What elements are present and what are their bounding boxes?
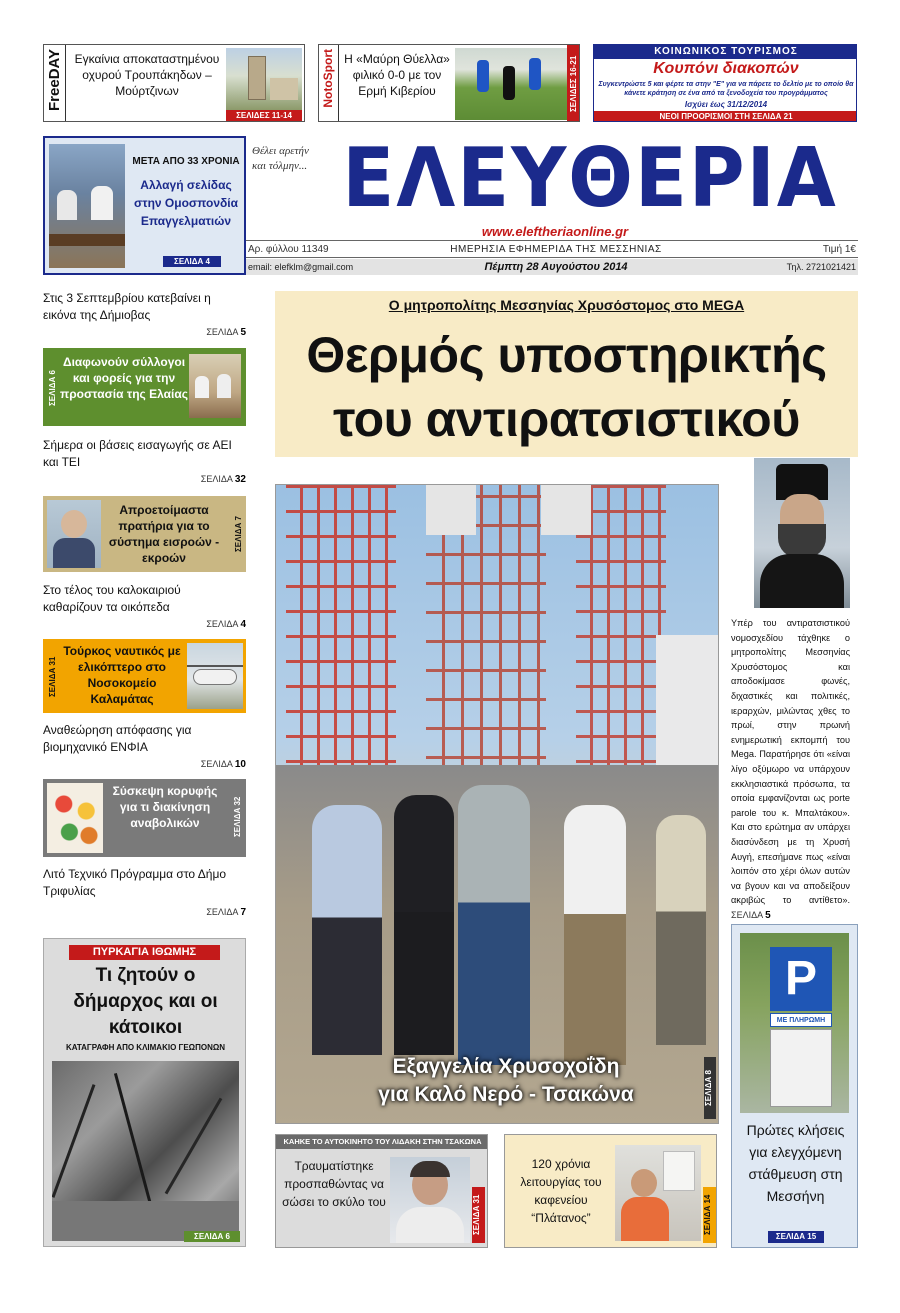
- promo-kicker: ΜΕΤΑ ΑΠΟ 33 ΧΡΟΝΙΑ: [132, 156, 240, 167]
- sidebar-card-gray[interactable]: [43, 779, 246, 857]
- lead-body: [731, 616, 850, 923]
- card-orange-page-tag: ΣΕΛΙΔΑ 31: [48, 656, 57, 698]
- metropolitan-photo: [754, 458, 850, 608]
- lead-kicker: Ο μητροπολίτης Μεσσηνίας Χρυσόστομος στο MEGA: [388, 297, 745, 313]
- card-orange-text: Τούρκος ναυτικός με ελικόπτερο στο Νοσοκομείο Καλαμάτας: [63, 644, 181, 706]
- notosport-ad[interactable]: [318, 44, 580, 122]
- phone: Τηλ. 2721021421: [786, 262, 856, 272]
- freeday-page-tag: ΣΕΛΙΔΕΣ 11-14: [226, 110, 302, 121]
- lead-headline-1: Θερμός υποστηρικτής: [306, 327, 827, 383]
- main-photo-story[interactable]: [275, 484, 719, 1124]
- issue-number: Αρ. φύλλου 11349: [248, 244, 329, 255]
- lead-headline-2: του αντιρατσιστικού: [333, 391, 800, 447]
- lead-story[interactable]: [275, 291, 858, 457]
- story-5-page: ΣΕΛΙΔΑ 7: [206, 907, 246, 918]
- card-tan-page-tag: ΣΕΛΙΔΑ 7: [234, 516, 243, 552]
- sidebar-story-2[interactable]: [43, 437, 243, 471]
- story-3-page: ΣΕΛΙΔΑ 4: [206, 619, 246, 630]
- story-1-page: ΣΕΛΙΔΑ 5: [206, 327, 246, 338]
- fire-page-tag: ΣΕΛΙΔΑ 6: [184, 1231, 240, 1242]
- fire-subtitle: ΚΑΤΑΓΡΑΦΗ ΑΠΟ ΚΛΙΜΑΚΙΟ ΓΕΩΠΟΝΩΝ: [65, 1043, 226, 1052]
- freeday-brand-label: FreeDAY: [46, 49, 63, 111]
- tower-photo: [226, 48, 302, 110]
- photo-caption-1: Εξαγγελία Χρυσοχοΐδη: [392, 1055, 620, 1078]
- b1-text: Τραυματίστηκε προσπαθώντας να σώσει το σκύλο του: [282, 1159, 386, 1209]
- fuel-official-photo: [47, 500, 101, 568]
- story-5-text: Λιτό Τεχνικό Πρόγραμμα στο Δήμο Τριφυλίας: [43, 867, 227, 898]
- masthead-title[interactable]: ΕΛΕΥΘΕΡΙΑ: [342, 131, 838, 226]
- tourism-ad[interactable]: [593, 44, 857, 122]
- bottom-story-car[interactable]: [275, 1134, 488, 1248]
- b3-text: Πρώτες κλήσεις για ελεγχόμενη στάθμευση στη Μεσσήνη: [746, 1122, 845, 1204]
- notosport-text: Η «Μαύρη Θύελλα» φιλικό 0-0 με τον Ερμή Κιβερίου: [344, 52, 450, 98]
- masthead-url[interactable]: www.eleftheriaonline.gr: [481, 224, 629, 239]
- b2-text: 120 χρόνια λειτουργίας του καφενείου “Πλάτανος”: [520, 1157, 602, 1225]
- tourism-valid: Ισχύει έως 31/12/2014: [684, 100, 768, 109]
- lead-body-text: Υπέρ του αντιρατσιστικού νομοσχεδίου τάχθηκε ο μητροπολίτης Μεσσηνίας Χρυσόστομος και αποδοκίμασε φωνές, διχαστικές και πολιτικές, ιεραρχών, μιλώντας χθες το πρωί, στην πρωινή ενημερωτική εκπομπή του Mega. Παρατήρησε ότι «είναι λίγο οξύμωρο να υπάρχουν εκκλησιαστικά πρόσωπα, τα οποία εμφανίζονται ως porte parole του κ. Μπαλτάκου». Και στο ερώτημα αν υπάρχει διασύνδεση με τη Χρυσή Αυγή, επεσήμανε πως «είναι λοιπόν στο χέρι όλων αυτών να βγουν και να αποδείξουν ακριβώς το αντίθετο».: [731, 618, 850, 906]
- photo-page-tag: ΣΕΛΙΔΑ 8: [704, 1057, 716, 1119]
- fire-kicker: ΠΥΡΚΑΓΙΑ ΙΘΩΜΗΣ: [69, 945, 220, 960]
- olive-meeting-photo: [189, 354, 241, 418]
- price: Τιμή 1€: [822, 244, 856, 255]
- card-green-text: Διαφωνούν σύλλογοι και φορείς για την προστασία της Ελαίας: [60, 355, 188, 401]
- b1-kicker: ΚΑΗΚΕ ΤΟ ΑΥΤΟΚΙΝΗΤΟ ΤΟΥ ΛΙΔΑΚΗ ΣΤΗΝ ΤΣΑΚΩΝΑ: [276, 1135, 488, 1149]
- pills-photo: [47, 783, 103, 853]
- freeday-ad[interactable]: [43, 44, 305, 122]
- story-1-text: Στις 3 Σεπτεμβρίου κατεβαίνει η εικόνα της Δήμιοβας: [43, 291, 211, 322]
- photo-caption-2: για Καλό Νερό - Τσακώνα: [378, 1083, 634, 1106]
- bottom-story-parking[interactable]: [731, 924, 858, 1248]
- lead-page-ref: ΣΕΛΙΔΑ 5: [731, 909, 771, 921]
- burnt-forest-photo: [52, 1061, 239, 1241]
- meeting-photo: [49, 144, 125, 268]
- card-gray-page-tag: ΣΕΛΙΔΑ 32: [233, 796, 242, 838]
- scaffold-left: [286, 485, 396, 785]
- masthead-promo[interactable]: [43, 136, 246, 275]
- story-4-page: ΣΕΛΙΔΑ 10: [200, 759, 246, 770]
- parking-sign-photo: [740, 933, 849, 1113]
- parking-sign-letter: P: [770, 947, 832, 1011]
- notosport-brand: [319, 45, 339, 122]
- promo-page-tag: ΣΕΛΙΔΑ 4: [163, 256, 221, 267]
- tourism-more: ΝΕΟΙ ΠΡΟΟΡΙΣΜΟΙ ΣΤΗ ΣΕΛΙΔΑ 21: [594, 111, 857, 122]
- sidebar-card-green[interactable]: [43, 348, 246, 426]
- man-photo: [390, 1157, 470, 1243]
- tourism-body: Συγκεντρώστε 5 και φέρτε τα στην "Ε" για να πάρετε το δελτίο με το οποίο θα κάνετε κράτηση σε ένα από τα ξενοδοχεία του προγράμματος: [598, 81, 854, 97]
- card-tan-text: Απροετοίμαστα πρατήρια για το σύστημα εισροών - εκροών: [108, 503, 220, 565]
- fire-story[interactable]: [43, 938, 246, 1247]
- b3-page-tag: ΣΕΛΙΔΑ 15: [768, 1231, 824, 1243]
- masthead-date-bar: [246, 259, 858, 275]
- freeday-brand: [44, 45, 66, 122]
- fire-title: Τι ζητούν ο δήμαρχος και οι κάτοικοι: [73, 965, 218, 1038]
- notosport-brand-label: NotoSport: [321, 49, 335, 108]
- sidebar-story-1[interactable]: [43, 290, 243, 324]
- subtitle: ΗΜΕΡΗΣΙΑ ΕΦΗΜΕΡΙΔΑ ΤΗΣ ΜΕΣΣΗΝΙΑΣ: [450, 244, 662, 255]
- masthead-motto: Θέλει αρετήν και τόλμην...: [252, 145, 309, 172]
- helicopter-photo: [187, 643, 243, 709]
- bottom-story-cafe[interactable]: [504, 1134, 717, 1248]
- football-photo: [455, 48, 567, 120]
- sidebar-card-orange[interactable]: [43, 639, 246, 713]
- tourism-title: ΚΟΙΝΩΝΙΚΟΣ ΤΟΥΡΙΣΜΟΣ: [594, 45, 857, 59]
- email[interactable]: email: elefklm@gmail.com: [248, 262, 354, 272]
- card-green-page-tag: ΣΕΛΙΔΑ 6: [48, 370, 57, 406]
- promo-text: Αλλαγή σελίδας στην Ομοσπονδία Επαγγελματιών: [134, 178, 238, 228]
- freeday-text: Εγκαίνια αποκαταστημένου οχυρού Τρουπάκηδων – Μούρτζινων: [74, 52, 220, 98]
- cafe-owner-photo: [615, 1145, 701, 1241]
- story-2-text: Σήμερα οι βάσεις εισαγωγής σε ΑΕΙ και ΤΕΙ: [43, 438, 232, 469]
- notosport-page-tag: ΣΕΛΙΔΕΣ 16-21: [567, 45, 580, 122]
- sidebar-story-5[interactable]: [43, 866, 243, 900]
- sidebar-card-tan[interactable]: [43, 496, 246, 572]
- masthead-info-bar: [246, 240, 858, 258]
- story-4-text: Αναθεώρηση απόφασης για βιομηχανικό ΕΝΦΙΑ: [43, 723, 192, 754]
- tourism-coupon: Κουπόνι διακοπών: [653, 60, 799, 77]
- b2-page-tag: ΣΕΛΙΔΑ 14: [703, 1187, 716, 1243]
- story-2-page: ΣΕΛΙΔΑ 32: [200, 474, 246, 485]
- sidebar-story-4[interactable]: [43, 722, 243, 756]
- parking-sign-text: ΜΕ ΠΛΗΡΩΜΗ: [770, 1013, 832, 1027]
- b1-page-tag: ΣΕΛΙΔΑ 31: [472, 1187, 485, 1243]
- card-gray-text: Σύσκεψη κορυφής για τι διακίνηση αναβολικών: [112, 784, 218, 830]
- issue-date: Πέμπτη 28 Αυγούστου 2014: [484, 261, 628, 273]
- sidebar-story-3[interactable]: [43, 582, 243, 616]
- story-3-text: Στο τέλος του καλοκαιριού καθαρίζουν τα οικόπεδα: [43, 583, 181, 614]
